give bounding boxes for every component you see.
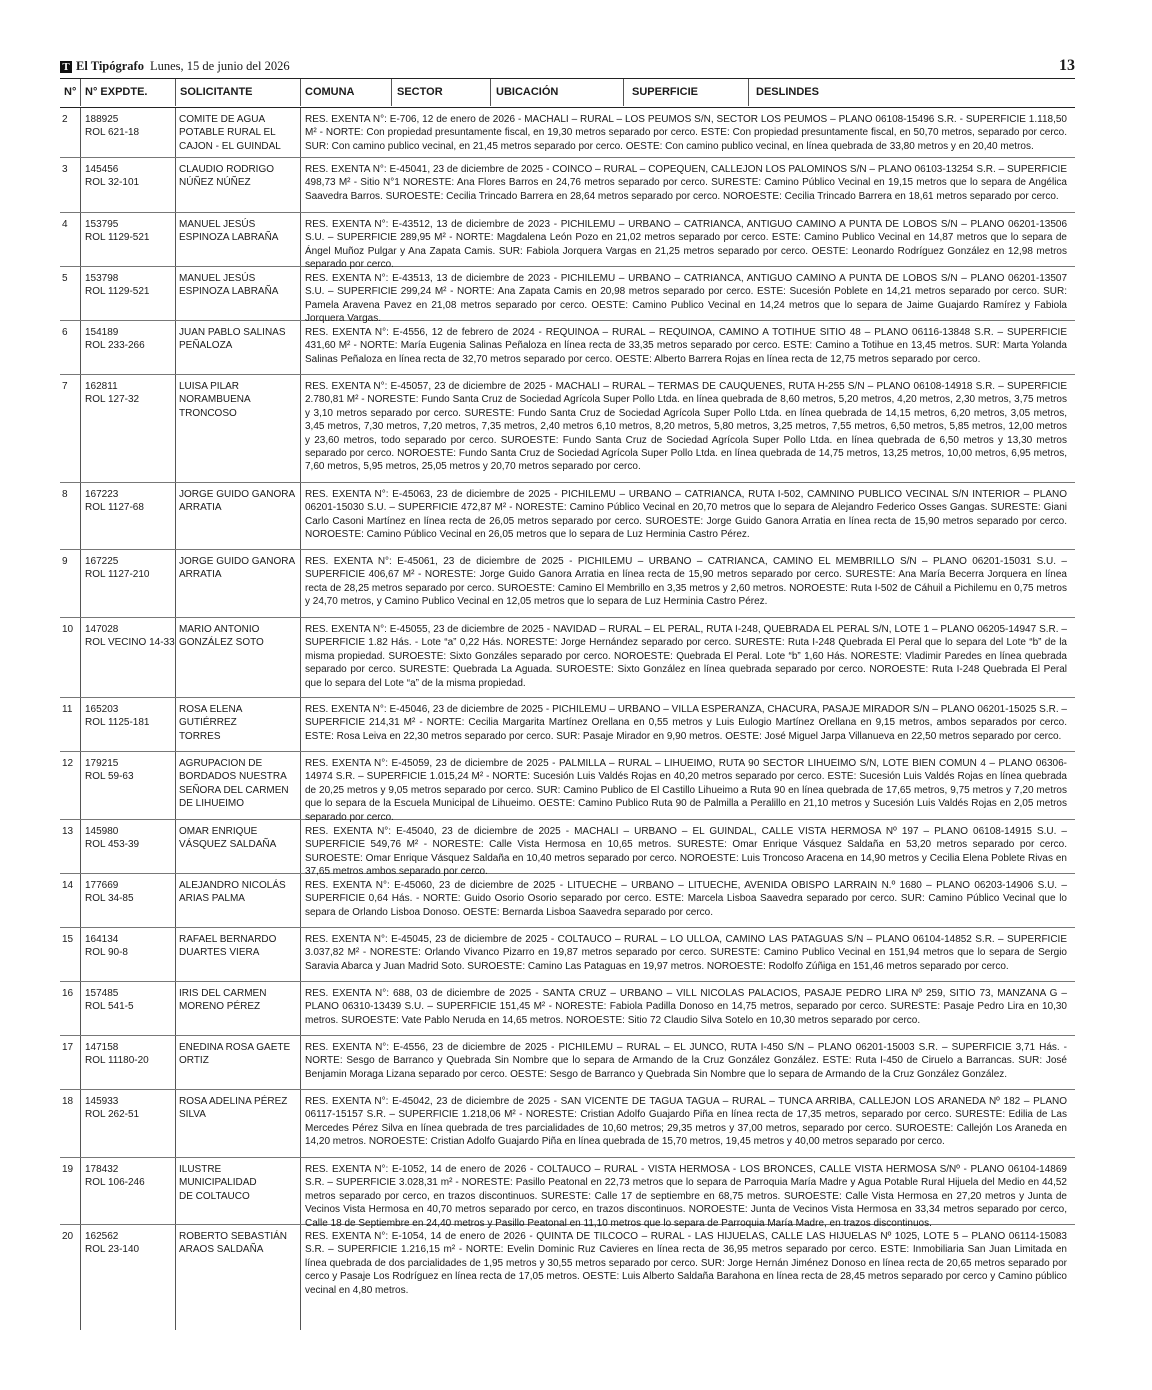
masthead [60,59,1075,77]
row-number: 7 [62,381,68,392]
resolution-text: RES. EXENTA N°: E-1052, 14 de enero de 2026 - COLTAUCO – RURAL - VISTA HERMOSA - LOS BRONCES, CALLE VISTA HERMOSA S/Nº - PLANO 06104-14869 S.R. – SUPERFICIE 3.028,31 m² - NORESTE: Pasillo Peatonal en 22,73 metros que lo separa de Parroquia María Madre y Agua Potable Rural Hijuela del Medio en 44,52 metros separado por cerco, en trazos discontinuos. SURESTE: Calle 17 de septiembre en 68,75 metros. SUROESTE: Calle Vista Hermosa en 27,20 metros y Junta de Vecinos Vista Hermosa en 40,70 metros separado por cerco, en trazos discontinuos. NOROESTE: Junta de Vecinos Vista Hermosa en 33,34 metros separado por cerco, Calle 18 de Septiembre en 24,40 metros y Pasillo Peatonal en 11,10 metros que lo separa de Parroquia María Madre, en trazos discontinuos. [305,1164,1067,1229]
table-row [60,158,1075,213]
expediente-cell [85,113,175,140]
header-superficie: SUPERFICIE [632,86,699,98]
resolution-text: RES. EXENTA N°: E-45060, 23 de diciembre de 2025 - LITUECHE – URBANO – LITUECHE, AVENIDA OBISPO LARRAIN N.º 1680 – PLANO 06203-14906 S.U. – SUPERFICIE 0,64 Hás. - NORTE: Guido Osorio Osorio separado por cerco. ESTE: Marcela Lisboa Saavedra separado por cerco. SUR: Camino Público Vecinal que lo separa de Orlando Lisboa Donoso. OESTE: Bernarda Lisboa Saavedra separado por cerco. [305,880,1067,918]
expediente-number: 167225 [85,556,119,567]
expediente-number: 162811 [85,381,118,392]
solicitante-line: JORGE GUIDO GANORA [179,489,296,500]
row-number: 15 [62,934,74,945]
expediente-number: 179215 [85,758,119,769]
solicitante-cell [179,272,299,299]
expediente-number: 147028 [85,624,119,635]
expediente-cell [85,825,175,852]
resolution-text: RES. EXENTA N°: E-45059, 23 de diciembre de 2025 - PALMILLA – RURAL – LIHUEIMO, RUTA 90 SECTOR LIHUEIMO S/N, LOTE BIEN COMUN 4 – PLANO 06306-14974 S.R. – SUPERFICIE 1.015,24 M² - NORTE: Sucesión Luis Valdés Rojas en 40,20 metros separado por cerco. ESTE: Sucesión Luis Valdés Rojas en línea quebrada de 20,25 metros y 9,05 metros separado por cerco. SUR: Camino Publico de El Castillo Lihueimo a Ruta 90 en línea quebrada de 17,65 metros, 9,75 metros y 7,20 metros que lo separa de la Escuela Municipal de Lihueimo. OESTE: Camino Publico Ruta 90 de Palmilla a Peralillo en 21,10 metros y Sucesión Luis Valdés Rojas en 2,05 metros separado por cerco. [305,758,1067,823]
expediente-number: 145980 [85,826,119,837]
solicitante-line: PEÑALOZA [179,340,233,352]
solicitante-line: ESPINOZA LABRAÑA [179,232,279,244]
table-row [60,483,1075,550]
solicitante-line: ILUSTRE MUNICIPALIDAD [179,1164,257,1189]
expediente-cell [85,555,175,582]
header-num: N° [64,86,77,98]
expediente-cell [85,272,175,299]
expediente-cell [85,1163,175,1190]
rol-number: ROL VECINO 14-33 [85,637,175,649]
solicitante-cell [179,1230,299,1257]
expediente-cell [85,1041,175,1068]
row-number: 12 [62,758,74,769]
rol-number: ROL 1127-68 [85,502,144,514]
solicitante-line: ESPINOZA LABRAÑA [179,286,279,298]
resolution-text: RES. EXENTA N°: E-45042, 23 de diciembre de 2025 - SAN VICENTE DE TAGUA TAGUA – RURAL – TUNCA ARRIBA, CALLEJON LOS ARANEDA Nº 182 – PLANO 06117-15157 S.R. – SUPERFICIE 1.218,06 M² - NORESTE: Cristian Adolfo Guajardo Piña en línea recta de 17,35 metros, separado por cerco. SURESTE: Edilia de Las Mercedes Pérez Silva en línea quebrada de tres parcialidades de 10,60 metros; 29,35 metros y 37,00 metros, separado por cerco. SUROESTE: Callejón Los Araneda en 14,20 metros. NOROESTE: Cristian Adolfo Guajardo Piña en línea quebrada de 15,70 metros, 19,45 metros y 40,00 metros separado por cerco. [305,1096,1067,1148]
expediente-number: 153795 [85,219,119,230]
table-header [60,78,1075,108]
solicitante-line: MANUEL JESÚS [179,273,256,284]
solicitante-cell [179,1095,299,1122]
header-divider [490,79,491,106]
expediente-number: 145933 [85,1096,119,1107]
solicitante-line: ROSA ADELINA PÉREZ [179,1096,288,1107]
newspaper-name: El Tipógrafo [76,59,144,73]
solicitante-cell [179,488,299,515]
rol-number: ROL 106-246 [85,1177,145,1189]
expediente-number: 147158 [85,1042,119,1053]
solicitante-cell [179,555,299,582]
resolution-text: RES. EXENTA N°: E-45040, 23 de diciembre de 2025 - MACHALI – URBANO – EL GUINDAL, CALLE VISTA HERMOSA Nº 197 – PLANO 06108-14915 S.U. – SUPERFICIE 549,76 M² - NORESTE: Calle Vista Hermosa en 10,65 metros. SURESTE: Omar Enrique Vásquez Saldaña en 53,20 metros separado por cerco. SUROESTE: Omar Enrique Vásquez Saldaña en 10,40 metros separado por cerco. NOROESTE: Luis Troncoso Aracena en 14,90 metros y Cecilia Elena Poblete Rivas en 37,65 metros ambos separado por cerco. [305,826,1067,878]
notices-table [60,78,1075,1330]
table-row [60,752,1075,823]
expediente-number: 177669 [85,880,119,891]
row-number: 20 [62,1231,74,1242]
rol-number: ROL 1127-210 [85,569,150,581]
expediente-cell [85,488,175,515]
row-number: 16 [62,988,74,999]
row-number: 19 [62,1164,74,1175]
rol-number: ROL 541-5 [85,1001,134,1013]
solicitante-line: SILVA [179,1109,206,1121]
header-ubicacion: UBICACIÓN [496,86,559,98]
solicitante-cell [179,825,299,852]
resolution-text: RES. EXENTA N°: E-45055, 23 de diciembre de 2025 - NAVIDAD – RURAL – EL PERAL, RUTA I-248, QUEBRADA EL PERAL S/N, LOTE 1 – PLANO 06205-14947 S.R. – SUPERFICIE 1.82 Hás. - Lote “a” 0,22 Hás. NORESTE: Jorge Hernández separado por cerco. SURESTE: Ruta I-248 Quebrada El Peral que lo separa del Lote “b” de la misma propiedad. SUROESTE: Sixto Gonzáles separado por cerco. NOROESTE: Quebrada El Peral. Lote “b” 1,60 Hás. NORESTE: Vladimir Paredes en línea quebrada separado por cerco. SURESTE: Quebrada La Aguada. SUROESTE: Sixto González en línea quebrada separado por cerco. NOROESTE: Ruta I-248 Quebrada El Peral que lo separa del Lote “a” de la misma propiedad. [305,624,1067,689]
solicitante-line: CLAUDIO RODRIGO [179,164,275,175]
table-row [60,1090,1075,1158]
resolution-text: RES. EXENTA N°: E-45045, 23 de diciembre de 2025 - COLTAUCO – RURAL – LO ULLOA, CAMINO LAS PATAGUAS S/N – PLANO 06104-14852 S.R. – SUPERFICIE 3.037,82 M² - NORESTE: Orlando Vivanco Pizarro en 19,87 metros separado por cerco. SURESTE: Camino Publico Vecinal en 151,94 metros que lo separa de Sergio Saravia Abarca y Juan Madrid Soto. SUROESTE: Camino Las Pataguas en 19,97 metros. NOROESTE: Rodolfo Zúñiga en 151,46 metros separado por cerco. [305,934,1067,972]
resolution-text: RES. EXENTA N°: E-45046, 23 de diciembre de 2025 - PICHILEMU – URBANO – VILLA ESPERANZA, CHACURA, PASAJE MIRADOR S/N – PLANO 06201-15025 S.R. – SUPERFICIE 214,31 M² - NORTE: Cecilia Margarita Martínez Orellana en 0,55 metros y Luis Eulogio Martínez Orellana en 9,15 metros, ambos separados por cerco. ESTE: Rosa Leiva en 22,30 metros separado por cerco. SUR: Pasaje Mirador en 9,90 metros. OESTE: José Miguel Jarpa Villanueva en 22,50 metros separado por cerco. [305,704,1067,742]
header-sector: SECTOR [397,86,443,98]
solicitante-line: ENEDINA ROSA GAETE [179,1042,291,1053]
solicitante-line: JORGE GUIDO GANORA [179,556,296,567]
header-expdte: N° EXPDTE. [85,86,148,98]
expediente-cell [85,1230,175,1257]
table-row [60,874,1075,928]
solicitante-line: RAFAEL BERNARDO [179,934,277,945]
row-number: 2 [62,114,68,125]
expediente-cell [85,1095,175,1122]
row-number: 5 [62,273,68,284]
row-number: 8 [62,489,68,500]
header-divider [748,79,749,106]
solicitante-line: DE LIHUEIMO [179,798,245,810]
table-row [60,698,1075,752]
expediente-cell [85,757,175,784]
solicitante-line: DE COLTAUCO [179,1190,250,1202]
solicitante-line: CAJON - EL GUINDAL [179,140,281,152]
expediente-cell [85,380,175,407]
solicitante-cell [179,987,299,1014]
table-row [60,321,1075,375]
solicitante-line: POTABLE RURAL EL [179,127,276,139]
resolution-text: RES. EXENTA N°: E-4556, 23 de diciembre de 2025 - PICHILEMU – RURAL – EL JUNCO, RUTA I-450 S/N – PLANO 06201-15003 S.R. – SUPERFICIE 3,71 Hás. - NORTE: Sesgo de Barranco y Quebrada Sin Nombre que lo separa de Armando de la Cruz González González. ESTE: Ruta I-450 de Ciruelo a Barrancas. SUR: José Benjamin Moraga Lizana separado por cerco. OESTE: Sesgo de Barranco y Quebrada Sin Nombre que lo separa de Armando de la Cruz González González. [305,1042,1067,1080]
expediente-cell [85,933,175,960]
header-divider [623,79,624,106]
expediente-cell [85,326,175,353]
solicitante-cell [179,757,299,811]
table-row [60,213,1075,271]
resolution-text: RES. EXENTA N°: E-45063, 23 de diciembre de 2025 - PICHILEMU – URBANO – CATRIANCA, RUTA I-502, CAMNINO PUBLICO VECINAL S/N INTERIOR – PLANO 06201-15030 S.U. – SUPERFICIE 472,87 M² - NORESTE: Camino Público Vecinal en 20,70 metros que lo separa de Alejandro Federico Osses Gangas. SURESTE: Giani Carlo Casoni Martínez en línea recta de 26,05 metros separado por cerco. SUROESTE: Jorge Guido Ganora Arratia en línea recta de 15,90 metros separado por cerco. NOROESTE: Camino Público Vecinal en 26,05 metros que lo separa de Luz Herminia Castro Pérez. [305,489,1067,541]
solicitante-line: TRONCOSO [179,407,237,419]
row-number: 6 [62,327,68,338]
solicitante-cell [179,1041,299,1068]
table-row [60,1158,1075,1229]
row-number: 9 [62,556,68,567]
rol-number: ROL 1129-521 [85,232,150,244]
solicitante-line: OMAR ENRIQUE [179,826,258,837]
solicitante-line: SEÑORA DEL CARMEN [179,784,289,796]
rol-number: ROL 11180-20 [85,1055,149,1067]
row-number: 11 [62,704,73,715]
resolution-text: RES. EXENTA N°: 688, 03 de diciembre de 2025 - SANTA CRUZ – URBANO – VILL NICOLAS PALACIOS, PASAJE PEDRO LIRA Nº 259, SITIO 73, MANZANA G – PLANO 06310-13439 S.U. – SUPERFICIE 151,45 M² - NORESTE: Fabiola Padilla Donoso en 14,75 metros, separado por cerco. SURESTE: Pasaje Pedro Lira en 10,30 metros. SUROESTE: Vate Pablo Neruda en 14,65 metros. NOROESTE: Sitio 72 Claudio Silva Sotelo en 10,30 metros separado por cerco. [305,988,1067,1026]
solicitante-line: ALEJANDRO NICOLÁS [179,880,286,891]
expediente-number: 157485 [85,988,119,999]
row-number: 17 [62,1042,74,1053]
solicitante-cell [179,113,299,153]
solicitante-cell [179,933,299,960]
resolution-text: RES. EXENTA N°: E-1054, 14 de enero de 2026 - QUINTA DE TILCOCO – RURAL - LAS HIJUELAS, CALLE LAS HIJUELAS Nº 1025, LOTE 5 – PLANO 06114-15083 S.R. – SUPERFICIE 1.216,15 m² - NORTE: Evelin Dominic Ruz Cavieres en línea recta de 36,95 metros separado por cerco. ESTE: Inmobiliaria San Juan Limitada en línea quebrada de dos parcialidades de 1,95 metros y 30,55 metros separado por cerco. SUR: Jorge Hernán Jiménez Donoso en línea recta de 20,65 metros separado por cerco y Pasaje Los Rodríguez en línea recta de 17,05 metros. OESTE: Luis Alberto Saldaña Barahona en línea recta de 28,45 metros separado por cerco y Camino público vecinal en 4,80 metros. [305,1231,1067,1296]
rol-number: ROL 34-85 [85,893,134,905]
expediente-number: 165203 [85,704,119,715]
header-deslindes: DESLINDES [756,86,819,98]
expediente-number: 145456 [85,164,119,175]
rol-number: ROL 127-32 [85,394,140,406]
table-row [60,550,1075,618]
resolution-text: RES. EXENTA N°: E-706, 12 de enero de 2026 - MACHALI – RURAL – LOS PEUMOS S/N, SECTOR LOS PEUMOS – PLANO 06108-15496 S.R. - SUPERFICIE 1.118,50 M² - NORTE: Con propiedad presuntamente fiscal, en 19,30 metros separado por cerco. ESTE: Con propiedad presuntamente fiscal, en 50,70 metros, separado por cerco. SUR: Con camino publico vecinal, en 21,45 metros separado por cerco. OESTE: Con camino publico vecinal, en línea quebrada de 33,80 metros y en 20,40 metros. [305,114,1067,152]
table-row [60,928,1075,982]
solicitante-cell [179,623,299,650]
expediente-number: 154189 [85,327,119,338]
solicitante-line: TORRES [179,730,221,742]
expediente-cell [85,623,175,650]
solicitante-cell [179,163,299,190]
resolution-text: RES. EXENTA N°: E-43513, 13 de diciembre de 2023 - PICHILEMU – URBANO – CATRIANCA, ANTIGUO CAMINO A PUNTA DE LOBOS S/N – PLANO 06201-13507 S.U. – SUPERFICIE 299,24 M² - NORTE: Ana Zapata Camis en 20,98 metros separado por cerco. ESTE: Sucesión Poblete en 14,21 metros separado por cerco. SUR: Pamela Aravena Pavez en 21,08 metros separado por cerco. OESTE: Camino Publico Vecinal en 14,24 metros que lo separa de Jaime Guajardo Ramírez y Fabiola Jorquera Vargas. [305,273,1067,325]
solicitante-line: AGRUPACION DE [179,758,263,769]
expediente-number: 178432 [85,1164,119,1175]
resolution-text: RES. EXENTA N°: E-45057, 23 de diciembre de 2025 - MACHALI – RURAL – TERMAS DE CAUQUENES, RUTA H-255 S/N – PLANO 06108-14918 S.R. – SUPERFICIE 2.780,81 M² - NORESTE: Fundo Santa Cruz de Sociedad Agrícola Super Pollo Ltda. en línea quebrada de 8,60 metros, 5,20 metros, 4,20 metros, 2,30 metros, 3,75 metros y 3,10 metros separado por cerco. SURESTE: Fundo Santa Cruz de Sociedad Agrícola Super Pollo Ltda. en línea quebrada de 14,15 metros, 6,20 metros, 3,05 metros, 3,45 metros, 7,30 metros, 7,20 metros, 7,35 metros, 2,40 metros 6,10 metros, 8,20 metros, 5,80 metros, 3,25 metros, 7,55 metros, 6,50 metros, 5,85 metros, 12,00 metros y 23,60 metros, todo separado por cerco. SUROESTE: Fundo Santa Cruz de Sociedad Agrícola Super Pollo Ltda. en línea quebrada de 6,50 metros y 13,30 metros separado por cerco. NOROESTE: Fundo Santa Cruz de Sociedad Agrícola Super Pollo Ltda. en línea quebrada de 14,75 metros, 13,25 metros, 10,00 metros, 6,95 metros, 7,60 metros, 5,95 metros, 25,05 metros y 20,70 metros separado por cerco. [305,381,1067,473]
row-number: 10 [62,624,74,635]
rol-number: ROL 621-18 [85,127,140,139]
expediente-cell [85,703,175,730]
row-number: 4 [62,219,68,230]
table-row [60,375,1075,483]
table-row [60,618,1075,698]
table-row [60,267,1075,325]
expediente-number: 167223 [85,489,119,500]
solicitante-line: IRIS DEL CARMEN [179,988,267,999]
expediente-number: 188925 [85,114,119,125]
newspaper-logo-icon: T [60,61,72,73]
solicitante-line: ORTIZ [179,1055,209,1067]
rol-number: ROL 59-63 [85,771,134,783]
solicitante-cell [179,1163,299,1203]
expediente-cell [85,879,175,906]
table-row [60,1225,1075,1330]
solicitante-cell [179,703,299,743]
solicitante-cell [179,218,299,245]
page-number: 13 [1059,57,1075,74]
rol-number: ROL 262-51 [85,1109,140,1121]
header-comuna: COMUNA [305,86,355,98]
solicitante-line: MORENO PÉREZ [179,1001,261,1013]
resolution-text: RES. EXENTA N°: E-4556, 12 de febrero de 2024 - REQUINOA – RURAL – REQUINOA, CAMINO A TOTIHUE SITIO 48 – PLANO 06116-13848 S.R. – SUPERFICIE 431,60 M² - NORTE: María Eugenia Salinas Peñaloza en línea recta de 33,35 metros separado por cerco. ESTE: Camino a Totihue en 13,45 metros. SUR: Marta Yolanda Salinas Peñaloza en línea recta de 32,70 metros separado por cerco. OESTE: Alberto Barrera Rojas en línea recta de 12,75 metros separado por cerco. [305,327,1067,365]
rol-number: ROL 32-101 [85,177,140,189]
header-solicitante: SOLICITANTE [180,86,253,98]
solicitante-line: ROBERTO SEBASTIÁN [179,1231,287,1242]
expediente-cell [85,987,175,1014]
solicitante-line: ARRATIA [179,502,222,514]
row-number: 14 [62,880,74,891]
solicitante-cell [179,380,299,420]
resolution-text: RES. EXENTA N°: E-45041, 23 de diciembre de 2025 - COINCO – RURAL – COPEQUEN, CALLEJON LOS PALOMINOS S/N – PLANO 06103-13254 S.R. – SUPERFICIE 498,73 M² - Sitio N°1 NORESTE: Ana Flores Barros en 24,76 metros separado por cerco. SURESTE: Camino Público Vecinal en 19,15 metros que lo separa de Angélica Saavedra Barros. SUROESTE: Cecilia Trincado Barrera en 28,64 metros separado por cerco. NOROESTE: Cecilia Trincado Barrera en 18,61 metros separado por cerco. [305,164,1067,202]
rol-number: ROL 90-8 [85,947,128,959]
rol-number: ROL 453-39 [85,839,140,851]
solicitante-cell [179,326,299,353]
table-row [60,1036,1075,1090]
solicitante-line: MARIO ANTONIO [179,624,260,635]
expediente-cell [85,218,175,245]
row-number: 3 [62,164,68,175]
solicitante-line: BORDADOS NUESTRA [179,771,287,783]
solicitante-line: ARAOS SALDAÑA [179,1244,264,1256]
rol-number: ROL 233-266 [85,340,145,352]
solicitante-line: VÁSQUEZ SALDAÑA [179,839,277,851]
solicitante-line: NORAMBUENA [179,394,251,406]
resolution-text: RES. EXENTA N°: E-43512, 13 de diciembre de 2023 - PICHILEMU – URBANO – CATRIANCA, ANTIGUO CAMINO A PUNTA DE LOBOS S/N – PLANO 06201-13506 S.U. – SUPERFICIE 289,95 M² - NORTE: Magdalena León Pozo en 21,02 metros separado por cerco. ESTE: Camino Publico Vecinal en 14,87 metros que lo separa de Ángel Muñoz Pulgar y Ana Zapata Camis. SUR: Fabiola Jorquera Vargas en 21,25 metros separado por cerco. OESTE: Leonardo Rodríguez González en 12,98 metros separado por cerco. [305,219,1067,271]
solicitante-line: ROSA ELENA GUTIÉRREZ [179,704,242,729]
solicitante-line: JUAN PABLO SALINAS [179,327,286,338]
solicitante-line: COMITE DE AGUA [179,114,266,125]
solicitante-line: LUISA PILAR [179,381,240,392]
rol-number: ROL 1129-521 [85,286,150,298]
expediente-number: 164134 [85,934,119,945]
solicitante-cell [179,879,299,906]
solicitante-line: MANUEL JESÚS [179,219,256,230]
rol-number: ROL 1125-181 [85,717,150,729]
solicitante-line: NÚÑEZ NÚÑEZ [179,177,251,189]
expediente-number: 162562 [85,1231,119,1242]
table-row [60,108,1075,158]
expediente-number: 153798 [85,273,119,284]
solicitante-line: ARIAS PALMA [179,893,245,905]
rol-number: ROL 23-140 [85,1244,140,1256]
header-divider [391,79,392,106]
table-row [60,982,1075,1036]
solicitante-line: GONZÁLEZ SOTO [179,637,264,649]
table-row [60,820,1075,878]
solicitante-line: ARRATIA [179,569,222,581]
row-number: 13 [62,826,74,837]
solicitante-line: DUARTES VIERA [179,947,260,959]
expediente-cell [85,163,175,190]
publication-date: Lunes, 15 de junio del 2026 [150,59,290,73]
resolution-text: RES. EXENTA N°: E-45061, 23 de diciembre de 2025 - PICHILEMU – URBANO – CATRIANCA, CAMINO EL MEMBRILLO S/N – PLANO 06201-15031 S.U. – SUPERFICIE 406,67 M² - NORESTE: Jorge Guido Ganora Arratia en línea recta de 15,90 metros separado por cerco. SURESTE: Ana María Becerra Jorquera en línea recta de 28,25 metros separado por cerco. SUROESTE: Camino El Membrillo en 3,35 metros y 2,60 metros. NOROESTE: Ruta I-502 de Cáhuil a Pichilemu en 0,75 metros y 24,70 metros, y Camino Publico Vecinal en 12,05 metros que lo separa de Luz Herminia Castro Pérez. [305,556,1067,608]
row-number: 18 [62,1096,74,1107]
